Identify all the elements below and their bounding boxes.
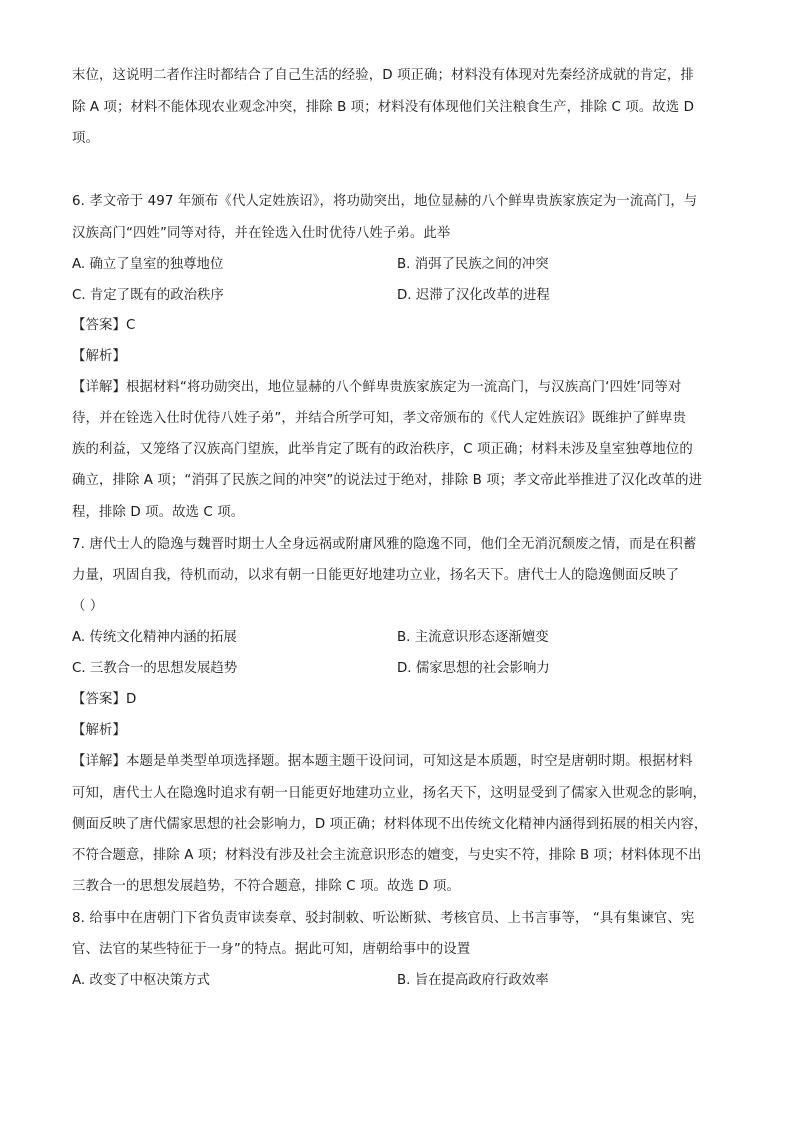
q7-analysis-label: 【解析】	[72, 723, 126, 738]
q7-detail-line-1: 【详解】本题是单类型单项选择题。据本题主题干设问词，可知这是本质题，时空是唐朝时期。根据材料	[72, 754, 693, 769]
q7-detail-line-4: 不符合题意，排除 A 项；材料没有涉及社会主流意识形态的嬗变，与史实不符，排除 B 项；材料体现不出	[72, 848, 702, 863]
q6-answer: 【答案】C	[72, 318, 136, 333]
q6-analysis-label: 【解析】	[72, 349, 126, 364]
q7-option-c: C. 三教合一的思想发展趋势	[72, 661, 238, 676]
q6-option-a: A. 确立了皇室的独尊地位	[72, 257, 224, 272]
q8-option-a: A. 改变了中枢决策方式	[72, 973, 210, 988]
q8-option-b: B. 旨在提高政府行政效率	[397, 973, 549, 988]
q7-detail-line-3: 侧面反映了唐代儒家思想的社会影响力，D 项正确；材料体现不出传统文化精神内涵得到拓展的相关内容，	[72, 817, 708, 832]
q6-option-c: C. 肯定了既有的政治秩序	[72, 288, 224, 303]
q6-stem-line-1: 6. 孝文帝于 497 年颁布《代人定姓族诏》，将功勋突出，地位显赫的八个鲜卑贵族家族定为一流高门，与	[72, 194, 698, 209]
q5-explanation-line-1: 末位，这说明二者作注时都结合了自己生活的经验，D 项正确；材料没有体现对先秦经济成就的肯定，排	[72, 68, 694, 83]
q8-stem-line-1: 8. 给事中在唐朝门下省负责审读奏章、驳封制敕、听讼断狱、考核官员、上书言事等， “具有集谏官、宪	[72, 911, 695, 926]
q5-explanation-line-2: 除 A 项；材料不能体现农业观念冲突，排除 B 项；材料没有体现他们关注粮食生产，排除 C 项。故选 D	[72, 100, 695, 115]
q6-detail-line-4: 确立，排除 A 项；“消弭了民族之间的冲突”的说法过于绝对，排除 B 项；孝文帝此举推进了汉化改革的进	[72, 473, 703, 488]
q6-detail-line-5: 程，排除 D 项。故选 C 项。	[72, 505, 245, 520]
q6-detail-line-2: 待，并在铨选入仕时优待八姓子弟”，并结合所学可知，孝文帝颁布的《代人定姓族诏》既维护了鲜卑贵	[72, 411, 687, 426]
q8-stem-line-2: 官、法官的某些特征于一身”的特点。据此可知，唐朝给事中的设置	[72, 942, 471, 957]
q7-detail-line-2: 可知，唐代士人在隐逸时追求有朝一日能更好地建功立业，扬名天下，这明显受到了儒家入世观念的影响，	[72, 786, 707, 801]
q6-option-d: D. 迟滞了汉化改革的进程	[397, 288, 550, 303]
q7-answer: 【答案】D	[72, 692, 137, 707]
q5-explanation-line-3: 项。	[72, 131, 99, 146]
q6-detail-line-3: 族的利益，又笼络了汉族高门望族，此举肯定了既有的政治秩序，C 项正确；材料未涉及皇室独尊地位的	[72, 442, 693, 457]
q6-option-b: B. 消弭了民族之间的冲突	[397, 257, 549, 272]
q6-detail-line-1: 【详解】根据材料“将功勋突出，地位显赫的八个鲜卑贵族家族定为一流高门，与汉族高门‘四姓’同等对	[72, 380, 682, 395]
q7-stem-line-1: 7. 唐代士人的隐逸与魏晋时期士人全身远祸或附庸风雅的隐逸不同，他们全无消沉颓废之情，而是在积蓄	[72, 537, 697, 552]
q7-option-a: A. 传统文化精神内涵的拓展	[72, 630, 237, 645]
q7-stem-line-2: 力量，巩固自我，待机而动，以求有朝一日能更好地建功立业，扬名天下。唐代士人的隐逸侧面反映了	[72, 568, 680, 583]
q7-stem-line-3: （ ）	[72, 599, 104, 614]
q7-option-b: B. 主流意识形态逐渐嬗变	[397, 630, 549, 645]
q7-option-d: D. 儒家思想的社会影响力	[397, 661, 550, 676]
q6-stem-line-2: 汉族高门“四姓”同等对待，并在铨选入仕时优待八姓子弟。此举	[72, 226, 451, 241]
q7-detail-line-5: 三教合一的思想发展趋势，不符合题意，排除 C 项。故选 D 项。	[72, 879, 461, 894]
